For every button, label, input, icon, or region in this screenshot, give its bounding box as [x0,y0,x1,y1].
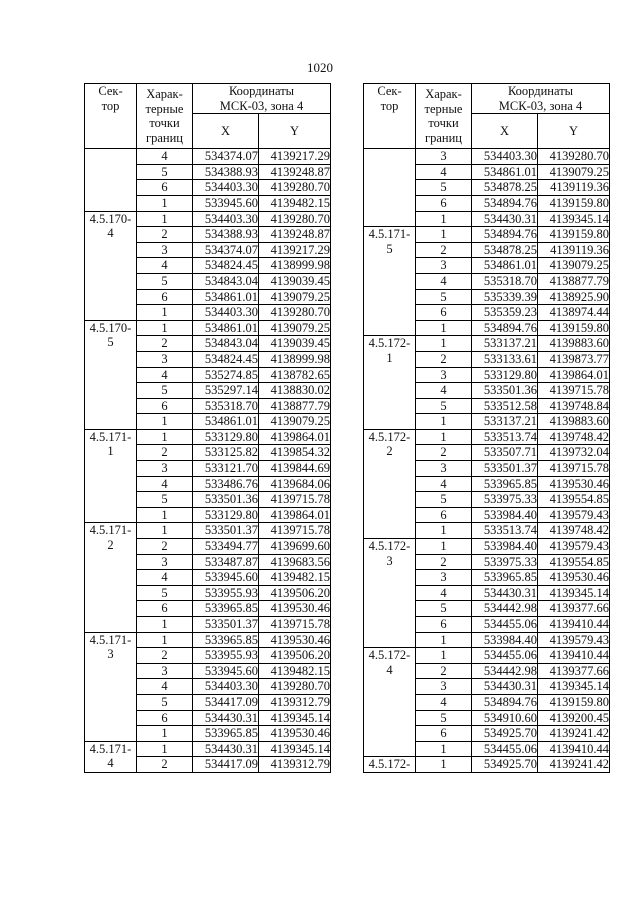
sector-cell: 4.5.172- 1 [364,336,416,430]
x-coordinate-cell: 534861.01 [193,414,259,430]
y-coordinate-cell: 4139079.25 [259,320,331,336]
x-coordinate-cell: 533965.85 [472,570,538,586]
x-coordinate-cell: 534442.98 [472,601,538,617]
point-number-cell: 1 [137,632,193,648]
y-coordinate-cell: 4139554.85 [538,554,610,570]
point-number-cell: 1 [416,648,472,664]
y-coordinate-cell: 4139200.45 [538,710,610,726]
x-coordinate-cell: 535274.85 [193,367,259,383]
x-coordinate-cell: 533501.37 [193,523,259,539]
y-coordinate-cell: 4139039.45 [259,336,331,352]
y-coordinate-cell: 4139715.78 [259,523,331,539]
y-coordinate-cell: 4139699.60 [259,539,331,555]
x-coordinate-cell: 533137.21 [472,414,538,430]
point-number-cell: 1 [137,726,193,742]
x-coordinate-cell: 534374.07 [193,149,259,165]
x-coordinate-cell: 534894.76 [472,227,538,243]
x-coordinate-cell: 534894.76 [472,694,538,710]
x-coordinate-cell: 533945.60 [193,195,259,211]
x-coordinate-cell: 534455.06 [472,741,538,757]
point-number-cell: 1 [416,429,472,445]
y-coordinate-cell: 4138999.98 [259,258,331,274]
y-coordinate-cell: 4139312.79 [259,757,331,773]
x-coordinate-cell: 533501.36 [472,383,538,399]
y-coordinate-cell: 4139579.43 [538,507,610,523]
point-number-cell: 4 [137,149,193,165]
y-coordinate-cell: 4139506.20 [259,648,331,664]
point-number-cell: 6 [137,180,193,196]
sector-cell: 4.5.170- 4 [85,211,137,320]
x-coordinate-cell: 534861.01 [193,320,259,336]
x-coordinate-cell: 533965.85 [193,726,259,742]
y-coordinate-cell: 4139482.15 [259,663,331,679]
table-row [85,741,331,757]
x-coordinate-cell: 534374.07 [193,242,259,258]
point-number-cell: 1 [416,523,472,539]
y-coordinate-cell: 4139715.78 [538,461,610,477]
x-coordinate-cell: 534910.60 [472,710,538,726]
coordinates-header: Координаты МСК-03, зона 4 [472,84,610,114]
table-row [364,227,610,243]
y-coordinate-cell: 4139280.70 [259,180,331,196]
y-coordinate-cell: 4139345.14 [538,211,610,227]
point-number-cell: 2 [137,445,193,461]
x-coordinate-cell: 533513.74 [472,523,538,539]
x-coordinate-cell: 534925.70 [472,726,538,742]
y-coordinate-cell: 4139159.80 [538,320,610,336]
x-coordinate-cell: 534455.06 [472,617,538,633]
point-number-cell: 2 [137,336,193,352]
point-number-cell: 1 [137,507,193,523]
sector-cell: 4.5.171- 5 [364,227,416,336]
point-number-cell: 5 [416,289,472,305]
sector-cell [85,149,137,211]
y-coordinate-cell: 4139864.01 [259,507,331,523]
x-coordinate-cell: 533125.82 [193,445,259,461]
point-number-cell: 2 [416,445,472,461]
y-coordinate-cell: 4139883.60 [538,414,610,430]
point-number-cell: 2 [416,554,472,570]
characteristic-points-header: Харак- терные точки границ [416,84,472,149]
y-coordinate-cell: 4139039.45 [259,273,331,289]
point-number-cell: 3 [137,242,193,258]
point-number-cell: 1 [416,757,472,773]
x-coordinate-cell: 533501.37 [472,461,538,477]
x-coordinate-cell: 533501.37 [193,617,259,633]
x-coordinate-cell: 534442.98 [472,663,538,679]
point-number-cell: 6 [416,617,472,633]
y-coordinate-cell: 4139482.15 [259,195,331,211]
point-number-cell: 5 [137,273,193,289]
x-coordinate-cell: 533486.76 [193,476,259,492]
y-coordinate-cell: 4139377.66 [538,663,610,679]
x-coordinate-cell: 533512.58 [472,398,538,414]
x-coordinate-cell: 534403.30 [193,305,259,321]
point-number-cell: 6 [137,398,193,414]
x-coordinate-cell: 533121.70 [193,461,259,477]
point-number-cell: 4 [137,367,193,383]
page-number: 1020 [307,60,333,75]
table-row [85,320,331,336]
x-coordinate-cell: 534894.76 [472,195,538,211]
sector-cell: 4.5.172- 2 [364,429,416,538]
table-row [364,149,610,165]
x-coordinate-cell: 534861.01 [472,164,538,180]
x-coordinate-cell: 534824.45 [193,351,259,367]
x-coordinate-cell: 533955.93 [193,585,259,601]
x-header: X [472,114,538,149]
x-coordinate-cell: 534403.30 [472,149,538,165]
y-coordinate-cell: 4139506.20 [259,585,331,601]
point-number-cell: 5 [137,383,193,399]
x-coordinate-cell: 533129.80 [193,429,259,445]
point-number-cell: 1 [137,617,193,633]
sector-header: Сек- тор [85,84,137,149]
point-number-cell: 6 [137,601,193,617]
point-number-cell: 6 [137,710,193,726]
point-number-cell: 1 [416,336,472,352]
y-coordinate-cell: 4139280.70 [259,305,331,321]
point-number-cell: 4 [416,476,472,492]
point-number-cell: 4 [416,585,472,601]
point-number-cell: 1 [416,414,472,430]
y-coordinate-cell: 4139280.70 [259,211,331,227]
point-number-cell: 1 [416,632,472,648]
x-coordinate-cell: 534417.09 [193,757,259,773]
point-number-cell: 3 [416,679,472,695]
y-coordinate-cell: 4138925.90 [538,289,610,305]
y-coordinate-cell: 4139748.42 [538,429,610,445]
y-header: Y [259,114,331,149]
x-coordinate-cell: 534925.70 [472,757,538,773]
point-number-cell: 6 [416,195,472,211]
point-number-cell: 2 [137,227,193,243]
point-number-cell: 6 [137,289,193,305]
y-coordinate-cell: 4139530.46 [259,632,331,648]
point-number-cell: 1 [137,195,193,211]
x-coordinate-cell: 534403.30 [193,679,259,695]
x-coordinate-cell: 535297.14 [193,383,259,399]
point-number-cell: 1 [137,211,193,227]
x-coordinate-cell: 533137.21 [472,336,538,352]
y-coordinate-cell: 4139119.36 [538,180,610,196]
table-row [85,632,331,648]
y-coordinate-cell: 4139248.87 [259,164,331,180]
x-coordinate-cell: 533975.33 [472,492,538,508]
y-coordinate-cell: 4139079.25 [538,164,610,180]
point-number-cell: 3 [416,461,472,477]
y-coordinate-cell: 4139410.44 [538,741,610,757]
table-row [85,149,331,165]
x-coordinate-cell: 534824.45 [193,258,259,274]
sector-header: Сек- тор [364,84,416,149]
right-coordinates-table [363,83,610,773]
x-coordinate-cell: 534894.76 [472,320,538,336]
point-number-cell: 4 [416,273,472,289]
sector-cell: 4.5.172- 3 [364,539,416,648]
point-number-cell: 3 [416,367,472,383]
point-number-cell: 2 [137,539,193,555]
x-coordinate-cell: 534455.06 [472,648,538,664]
x-coordinate-cell: 533945.60 [193,663,259,679]
y-coordinate-cell: 4139241.42 [538,726,610,742]
point-number-cell: 3 [416,258,472,274]
x-coordinate-cell: 534878.25 [472,180,538,196]
x-coordinate-cell: 534403.30 [193,211,259,227]
y-coordinate-cell: 4139684.06 [259,476,331,492]
x-coordinate-cell: 533965.85 [472,476,538,492]
point-number-cell: 1 [137,320,193,336]
y-coordinate-cell: 4139554.85 [538,492,610,508]
y-coordinate-cell: 4139217.29 [259,242,331,258]
y-coordinate-cell: 4139345.14 [259,741,331,757]
x-coordinate-cell: 534430.31 [472,211,538,227]
point-number-cell: 5 [416,180,472,196]
point-number-cell: 4 [416,694,472,710]
point-number-cell: 1 [416,211,472,227]
y-coordinate-cell: 4139883.60 [538,336,610,352]
point-number-cell: 5 [137,694,193,710]
table-row [364,336,610,352]
point-number-cell: 5 [416,492,472,508]
x-coordinate-cell: 533507.71 [472,445,538,461]
y-coordinate-cell: 4139873.77 [538,351,610,367]
x-header: X [193,114,259,149]
point-number-cell: 1 [137,414,193,430]
x-coordinate-cell: 533955.93 [193,648,259,664]
point-number-cell: 3 [416,570,472,586]
point-number-cell: 3 [416,149,472,165]
y-coordinate-cell: 4138999.98 [259,351,331,367]
y-coordinate-cell: 4139410.44 [538,617,610,633]
point-number-cell: 1 [416,320,472,336]
point-number-cell: 6 [416,726,472,742]
point-number-cell: 5 [416,601,472,617]
y-coordinate-cell: 4139715.78 [538,383,610,399]
y-coordinate-cell: 4139410.44 [538,648,610,664]
point-number-cell: 4 [137,476,193,492]
y-coordinate-cell: 4139579.43 [538,539,610,555]
x-coordinate-cell: 534878.25 [472,242,538,258]
x-coordinate-cell: 534861.01 [472,258,538,274]
y-coordinate-cell: 4139844.69 [259,461,331,477]
y-coordinate-cell: 4139854.32 [259,445,331,461]
point-number-cell: 3 [137,461,193,477]
y-coordinate-cell: 4139159.80 [538,694,610,710]
y-coordinate-cell: 4139248.87 [259,227,331,243]
x-coordinate-cell: 534843.04 [193,273,259,289]
y-coordinate-cell: 4139683.56 [259,554,331,570]
point-number-cell: 1 [137,429,193,445]
x-coordinate-cell: 534388.93 [193,227,259,243]
x-coordinate-cell: 535339.39 [472,289,538,305]
y-coordinate-cell: 4139079.25 [259,414,331,430]
x-coordinate-cell: 533984.40 [472,632,538,648]
x-coordinate-cell: 533129.80 [472,367,538,383]
point-number-cell: 4 [137,679,193,695]
x-coordinate-cell: 534430.31 [472,585,538,601]
sector-cell: 4.5.171- 3 [85,632,137,741]
point-number-cell: 4 [137,570,193,586]
x-coordinate-cell: 534417.09 [193,694,259,710]
point-number-cell: 5 [137,585,193,601]
point-number-cell: 5 [137,492,193,508]
x-coordinate-cell: 533133.61 [472,351,538,367]
point-number-cell: 2 [137,757,193,773]
sector-cell: 4.5.170- 5 [85,320,137,429]
y-coordinate-cell: 4139377.66 [538,601,610,617]
x-coordinate-cell: 533975.33 [472,554,538,570]
y-coordinate-cell: 4138974.44 [538,305,610,321]
y-coordinate-cell: 4139579.43 [538,632,610,648]
y-coordinate-cell: 4139748.42 [538,523,610,539]
y-coordinate-cell: 4139280.70 [538,149,610,165]
y-coordinate-cell: 4139159.80 [538,227,610,243]
x-coordinate-cell: 533945.60 [193,570,259,586]
y-coordinate-cell: 4139241.42 [538,757,610,773]
table-row [85,211,331,227]
point-number-cell: 4 [137,258,193,274]
y-coordinate-cell: 4139345.14 [259,710,331,726]
x-coordinate-cell: 535318.70 [193,398,259,414]
y-coordinate-cell: 4139079.25 [538,258,610,274]
y-coordinate-cell: 4139159.80 [538,195,610,211]
left-table-body [85,149,331,773]
y-coordinate-cell: 4139345.14 [538,679,610,695]
point-number-cell: 2 [416,663,472,679]
sector-cell: 4.5.171- 4 [85,741,137,772]
y-coordinate-cell: 4139715.78 [259,617,331,633]
table-row [85,429,331,445]
y-coordinate-cell: 4138782.65 [259,367,331,383]
point-number-cell: 1 [416,227,472,243]
x-coordinate-cell: 535318.70 [472,273,538,289]
y-coordinate-cell: 4139530.46 [259,726,331,742]
point-number-cell: 5 [137,164,193,180]
sector-cell: 4.5.171- 1 [85,429,137,523]
point-number-cell: 3 [137,554,193,570]
y-coordinate-cell: 4139482.15 [259,570,331,586]
x-coordinate-cell: 533513.74 [472,429,538,445]
point-number-cell: 2 [416,351,472,367]
y-coordinate-cell: 4139748.84 [538,398,610,414]
y-coordinate-cell: 4139217.29 [259,149,331,165]
y-coordinate-cell: 4139715.78 [259,492,331,508]
table-row [364,539,610,555]
x-coordinate-cell: 533984.40 [472,507,538,523]
point-number-cell: 5 [416,710,472,726]
x-coordinate-cell: 534861.01 [193,289,259,305]
y-coordinate-cell: 4139530.46 [538,570,610,586]
y-coordinate-cell: 4139530.46 [259,601,331,617]
y-coordinate-cell: 4139732.04 [538,445,610,461]
sector-cell: 4.5.171- 2 [85,523,137,632]
x-coordinate-cell: 534430.31 [193,741,259,757]
point-number-cell: 1 [137,305,193,321]
x-coordinate-cell: 533965.85 [193,632,259,648]
table-row [364,429,610,445]
x-coordinate-cell: 533501.36 [193,492,259,508]
x-coordinate-cell: 533984.40 [472,539,538,555]
point-number-cell: 6 [416,305,472,321]
x-coordinate-cell: 533487.87 [193,554,259,570]
y-coordinate-cell: 4138877.79 [538,273,610,289]
characteristic-points-header: Харак- терные точки границ [137,84,193,149]
point-number-cell: 3 [137,351,193,367]
x-coordinate-cell: 533965.85 [193,601,259,617]
y-header: Y [538,114,610,149]
x-coordinate-cell: 535359.23 [472,305,538,321]
point-number-cell: 6 [416,507,472,523]
point-number-cell: 1 [137,741,193,757]
point-number-cell: 2 [137,648,193,664]
point-number-cell: 1 [137,523,193,539]
y-coordinate-cell: 4138877.79 [259,398,331,414]
point-number-cell: 2 [416,242,472,258]
sector-cell: 4.5.172- 4 [364,648,416,757]
x-coordinate-cell: 533129.80 [193,507,259,523]
point-number-cell: 4 [416,164,472,180]
y-coordinate-cell: 4139119.36 [538,242,610,258]
y-coordinate-cell: 4138830.02 [259,383,331,399]
x-coordinate-cell: 534403.30 [193,180,259,196]
coordinates-header: Координаты МСК-03, зона 4 [193,84,331,114]
right-table-body [364,149,610,773]
table-row [85,523,331,539]
table-row [364,757,610,773]
left-coordinates-table [84,83,331,773]
y-coordinate-cell: 4139079.25 [259,289,331,305]
y-coordinate-cell: 4139345.14 [538,585,610,601]
point-number-cell: 3 [137,663,193,679]
x-coordinate-cell: 534430.31 [472,679,538,695]
y-coordinate-cell: 4139530.46 [538,476,610,492]
table-row [364,648,610,664]
y-coordinate-cell: 4139864.01 [538,367,610,383]
x-coordinate-cell: 534430.31 [193,710,259,726]
y-coordinate-cell: 4139280.70 [259,679,331,695]
point-number-cell: 1 [416,539,472,555]
x-coordinate-cell: 534388.93 [193,164,259,180]
point-number-cell: 4 [416,383,472,399]
y-coordinate-cell: 4139312.79 [259,694,331,710]
x-coordinate-cell: 534843.04 [193,336,259,352]
sector-cell [364,149,416,227]
point-number-cell: 5 [416,398,472,414]
point-number-cell: 1 [416,741,472,757]
y-coordinate-cell: 4139864.01 [259,429,331,445]
x-coordinate-cell: 533494.77 [193,539,259,555]
sector-cell: 4.5.172- [364,757,416,773]
